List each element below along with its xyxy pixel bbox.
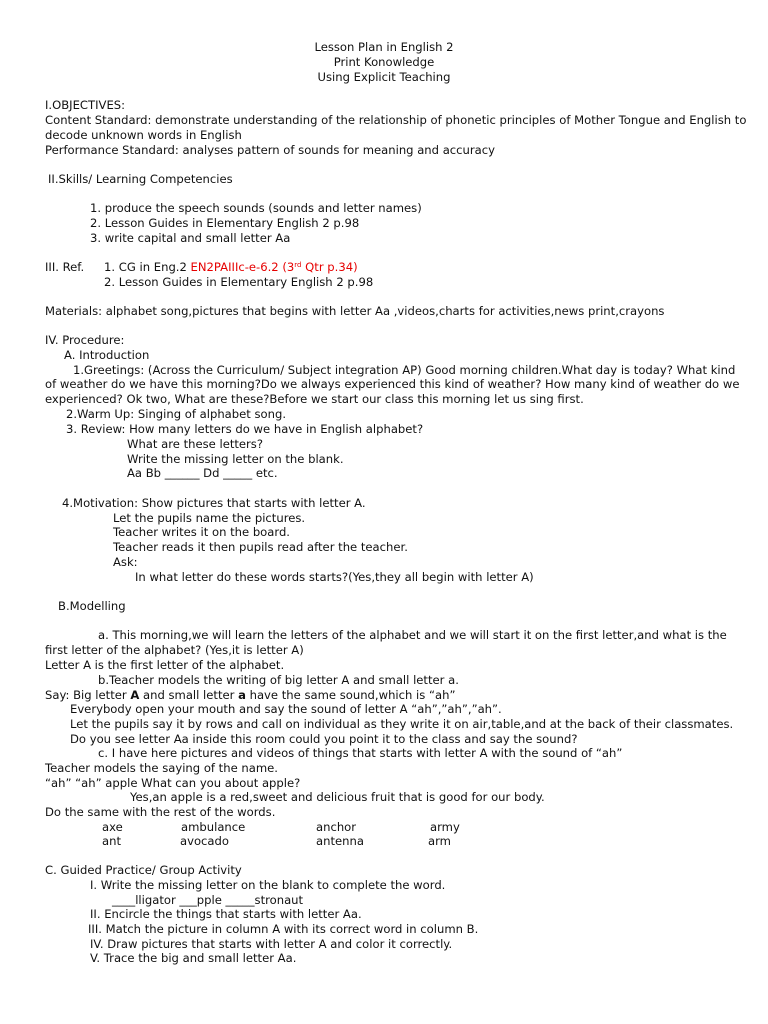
modelling-c-line-5: Do the same with the rest of the words. [45, 805, 276, 819]
motivation-line-3: Teacher writes it on the board. [113, 525, 290, 539]
modelling-a-line-3: Letter A is the first letter of the alphabet. [45, 658, 285, 672]
motivation-heading: 4.Motivation: Show pictures that starts with letter A. [62, 496, 366, 510]
guided-practice-heading: C. Guided Practice/ Group Activity [45, 863, 242, 877]
say-part-3: have the same sound,which is “ah” [245, 688, 456, 702]
word-ambulance: ambulance [181, 820, 246, 834]
performance-standard: Performance Standard: analyses pattern of sounds for meaning and accuracy [45, 143, 496, 157]
modelling-rows: Let the pupils say it by rows and call on individual as they write it on air,table,and at the back of their classmates. [70, 717, 734, 731]
introduction-heading: A. Introduction [64, 348, 150, 362]
skills-item-2: 2. Lesson Guides in Elementary English 2 p.98 [90, 216, 360, 230]
word-antenna: antenna [316, 834, 364, 848]
word-anchor: anchor [316, 820, 357, 834]
ref-code-superscript: rd [294, 261, 302, 269]
guided-item-2: II. Encircle the things that starts with letter Aa. [90, 907, 362, 921]
ref-item-1 [104, 260, 358, 275]
greetings-line-1: 1.Greetings: (Across the Curriculum/ Subject integration AP) Good morning children.What day is today? What kind [73, 363, 736, 377]
guided-item-1: I. Write the missing letter on the blank to complete the word. [90, 878, 446, 892]
guided-blanks: ____lligator ___pple _____stronaut [112, 893, 304, 907]
procedure-heading: IV. Procedure: [45, 333, 125, 347]
modelling-see-letter: Do you see letter Aa inside this room could you point it to the class and say the sound? [70, 732, 578, 746]
title-line-2: Print Konowledge [333, 55, 435, 69]
modelling-open-mouth: Everybody open your mouth and say the sound of letter A “ah”,”ah”,”ah”. [70, 702, 502, 716]
review-line-1: 3. Review: How many letters do we have in English alphabet? [66, 422, 424, 436]
modelling-heading: B.Modelling [58, 599, 126, 613]
say-part-1: Say: Big letter [45, 688, 131, 702]
guided-item-3: III. Match the picture in column A with its correct word in column B. [88, 922, 479, 936]
ref-code-text: EN2PAIIIc-e-6.2 (3 [190, 260, 295, 274]
modelling-a-line-1: a. This morning,we will learn the letters of the alphabet and we will start it on the first letter,and what is the [98, 628, 727, 642]
content-standard-line-1: Content Standard: demonstrate understanding of the relationship of phonetic principles of Mother Tongue and English to [45, 113, 747, 127]
motivation-line-4: Teacher reads it then pupils read after the teacher. [113, 540, 408, 554]
word-axe: axe [102, 820, 123, 834]
greetings-line-3: experienced? Ok two, What are these?Before we start our class this morning let us sing first. [45, 392, 584, 406]
motivation-ask: Ask: [113, 555, 138, 569]
motivation-line-2: Let the pupils name the pictures. [113, 511, 306, 525]
modelling-c-line-1: c. I have here pictures and videos of things that starts with letter A with the sound of “ah” [98, 746, 623, 760]
ref-item-2: 2. Lesson Guides in Elementary English 2 p.98 [104, 275, 374, 289]
word-avocado: avocado [180, 834, 229, 848]
title-line-1: Lesson Plan in English 2 [314, 40, 454, 54]
ref-code-tail: Qtr p.34) [301, 260, 358, 274]
review-line-2: What are these letters? [127, 437, 264, 451]
skills-heading: II.Skills/ Learning Competencies [48, 172, 233, 186]
modelling-a-line-2: first letter of the alphabet? (Yes,it is letter A) [45, 643, 304, 657]
say-part-2: and small letter [139, 688, 239, 702]
modelling-c-line-2: Teacher models the saying of the name. [45, 761, 278, 775]
content-standard-line-2: decode unknown words in English [45, 128, 242, 142]
review-line-3: Write the missing letter on the blank. [127, 452, 344, 466]
greetings-line-2: of weather do we have this morning?Do we always experienced this kind of weather? How many kind of weather do we [45, 377, 740, 391]
word-ant: ant [102, 834, 121, 848]
say-small-a: a [238, 688, 246, 702]
ref-item-1-code [191, 260, 358, 274]
skills-item-3: 3. write capital and small letter Aa [90, 231, 291, 245]
word-army: army [430, 820, 460, 834]
modelling-c-line-4: Yes,an apple is a red,sweet and delicious fruit that is good for our body. [130, 790, 545, 804]
title-line-3: Using Explicit Teaching [317, 70, 451, 84]
guided-item-4: IV. Draw pictures that starts with letter A and color it correctly. [90, 937, 453, 951]
skills-item-1: 1. produce the speech sounds (sounds and letter names) [90, 201, 422, 215]
guided-item-5: V. Trace the big and small letter Aa. [90, 951, 297, 965]
materials: Materials: alphabet song,pictures that begins with letter Aa ,videos,charts for activities,news print,crayons [45, 304, 665, 318]
motivation-question: In what letter do these words starts?(Yes,they all begin with letter A) [135, 570, 534, 584]
modelling-b-line: b.Teacher models the writing of big letter A and small letter a. [98, 673, 459, 687]
word-arm: arm [428, 834, 451, 848]
objectives-heading: I.OBJECTIVES: [45, 98, 126, 112]
modelling-c-line-3: “ah” “ah” apple What can you about apple? [45, 776, 301, 790]
ref-label: III. Ref. [45, 260, 85, 274]
modelling-say-line [45, 688, 455, 703]
say-big-a: A [130, 688, 140, 702]
review-line-4: Aa Bb ______ Dd _____ etc. [127, 466, 278, 480]
warm-up: 2.Warm Up: Singing of alphabet song. [66, 407, 287, 421]
ref-item-1-prefix: 1. CG in Eng.2 [104, 260, 191, 274]
